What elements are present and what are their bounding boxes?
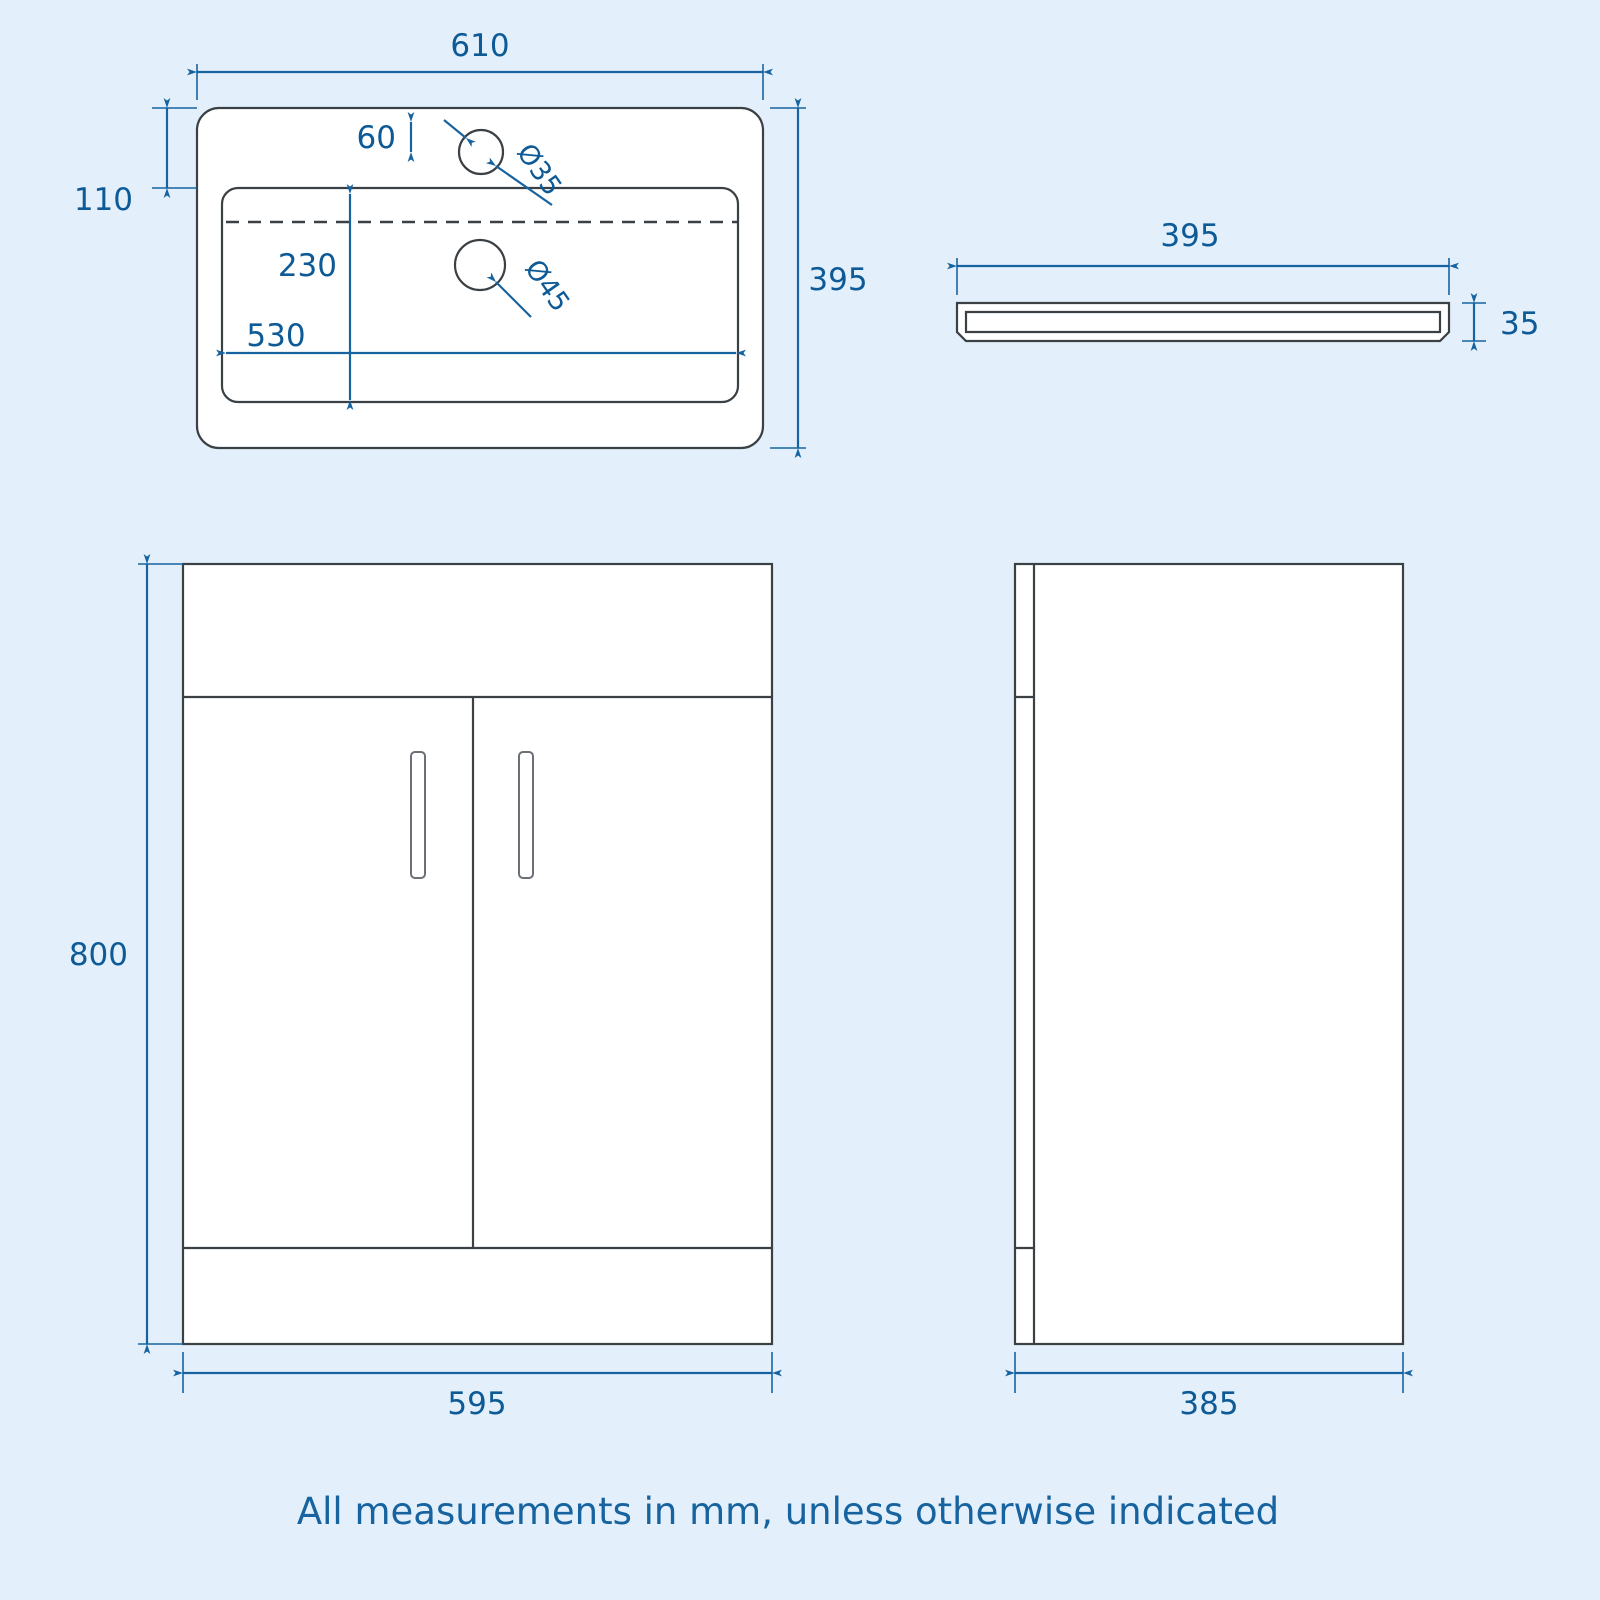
dim-basin-thickness-label: 35 [1500,306,1540,342]
basin-side-view [957,303,1449,341]
footnote-text: All measurements in mm, unless otherwise indicated [296,1490,1280,1533]
cabinet-handle-right [519,752,533,878]
dim-back-ledge-label: 110 [73,182,133,218]
basin-side-outline [957,303,1449,341]
dim-bowl-width-label: 530 [246,318,306,354]
cabinet-handle-left [411,752,425,878]
cabinet-front-view [183,564,772,1344]
dim-waste-hole-dia-label: Ø45 [518,254,576,318]
cabinet-front-outline [183,564,772,1344]
cabinet-side-outline [1015,564,1403,1344]
dim-basin-depth-label: 395 [808,262,868,298]
dim-bowl-depth-label: 230 [277,248,337,284]
dimension-basin-thickness [1462,303,1539,342]
dim-tap-offset-label: 60 [356,120,396,156]
dim-cabinet-depth-label: 385 [1179,1386,1239,1422]
dim-basin-width-label: 610 [450,28,510,64]
dim-cabinet-width-label: 595 [447,1386,507,1422]
dim-cabinet-height-label: 800 [68,937,128,973]
dim-basin-side-depth-label: 395 [1160,218,1220,254]
dim-tap-hole-dia-label: Ø35 [510,138,568,202]
cabinet-side-view [1015,564,1403,1344]
